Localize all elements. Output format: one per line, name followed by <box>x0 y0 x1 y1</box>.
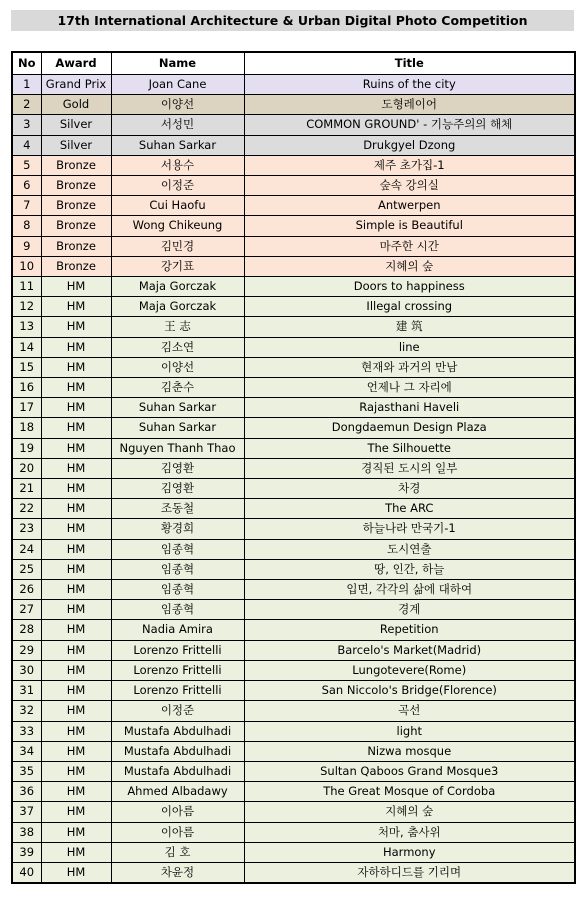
cell-name: 이아름 <box>111 822 244 842</box>
cell-award: Silver <box>41 135 111 155</box>
cell-title: San Niccolo's Bridge(Florence) <box>244 681 575 701</box>
table-row <box>12 701 575 721</box>
table-row <box>12 539 575 559</box>
cell-award: HM <box>41 620 111 640</box>
table-row <box>12 438 575 458</box>
header-title: Title <box>244 52 575 75</box>
cell-no: 8 <box>12 216 41 236</box>
table-row <box>12 115 575 135</box>
header-award: Award <box>41 52 111 75</box>
cell-award: HM <box>41 277 111 297</box>
cell-award: Bronze <box>41 176 111 196</box>
cell-title: Antwerpen <box>244 196 575 216</box>
table-row <box>12 216 575 236</box>
awards-table <box>11 51 576 884</box>
cell-award: HM <box>41 681 111 701</box>
cell-no: 35 <box>12 761 41 781</box>
table-row <box>12 761 575 781</box>
cell-no: 5 <box>12 155 41 175</box>
cell-no: 23 <box>12 519 41 539</box>
cell-name: 김영환 <box>111 458 244 478</box>
cell-award: HM <box>41 297 111 317</box>
cell-title: light <box>244 721 575 741</box>
cell-title: 도형레이어 <box>244 95 575 115</box>
cell-award: HM <box>41 862 111 883</box>
cell-name: Maja Gorczak <box>111 297 244 317</box>
table-body <box>12 75 575 884</box>
cell-title: 하늘나라 만국기-1 <box>244 519 575 539</box>
cell-no: 18 <box>12 418 41 438</box>
cell-name: 김영환 <box>111 479 244 499</box>
cell-title: 처마, 춤사위 <box>244 822 575 842</box>
cell-no: 32 <box>12 701 41 721</box>
cell-award: HM <box>41 479 111 499</box>
cell-name: 조동철 <box>111 499 244 519</box>
cell-no: 33 <box>12 721 41 741</box>
cell-title: 숲속 강의실 <box>244 176 575 196</box>
table-row <box>12 559 575 579</box>
cell-title: COMMON GROUND' - 기능주의의 해체 <box>244 115 575 135</box>
cell-no: 17 <box>12 398 41 418</box>
cell-title: Repetition <box>244 620 575 640</box>
cell-award: HM <box>41 458 111 478</box>
cell-award: HM <box>41 701 111 721</box>
cell-no: 4 <box>12 135 41 155</box>
table-row <box>12 842 575 862</box>
table-row <box>12 378 575 398</box>
cell-award: HM <box>41 721 111 741</box>
cell-name: Cui Haofu <box>111 196 244 216</box>
table-row <box>12 418 575 438</box>
cell-title: The Great Mosque of Cordoba <box>244 782 575 802</box>
table-row <box>12 721 575 741</box>
table-row <box>12 640 575 660</box>
cell-award: Silver <box>41 115 111 135</box>
cell-name: 이정준 <box>111 176 244 196</box>
header-no: No <box>12 52 41 75</box>
cell-no: 19 <box>12 438 41 458</box>
cell-title: Lungotevere(Rome) <box>244 660 575 680</box>
table-row <box>12 357 575 377</box>
cell-award: HM <box>41 802 111 822</box>
cell-award: HM <box>41 378 111 398</box>
table-row <box>12 620 575 640</box>
cell-no: 37 <box>12 802 41 822</box>
cell-title: 자하하디드를 기리며 <box>244 862 575 883</box>
cell-name: 강기표 <box>111 256 244 276</box>
cell-name: Ahmed Albadawy <box>111 782 244 802</box>
cell-name: Mustafa Abdulhadi <box>111 761 244 781</box>
cell-name: 황경희 <box>111 519 244 539</box>
table-row <box>12 196 575 216</box>
table-row <box>12 398 575 418</box>
cell-title: 제주 초가집-1 <box>244 155 575 175</box>
cell-title: 경계 <box>244 600 575 620</box>
cell-no: 20 <box>12 458 41 478</box>
table-header-row <box>12 52 575 75</box>
cell-no: 14 <box>12 337 41 357</box>
cell-name: 이양선 <box>111 357 244 377</box>
cell-title: Nizwa mosque <box>244 741 575 761</box>
table-row <box>12 681 575 701</box>
cell-no: 15 <box>12 357 41 377</box>
table-row <box>12 176 575 196</box>
table-row <box>12 277 575 297</box>
cell-no: 30 <box>12 660 41 680</box>
cell-no: 26 <box>12 580 41 600</box>
cell-award: Bronze <box>41 155 111 175</box>
cell-no: 25 <box>12 559 41 579</box>
cell-name: 김 호 <box>111 842 244 862</box>
cell-name: 임종혁 <box>111 539 244 559</box>
cell-title: Drukgyel Dzong <box>244 135 575 155</box>
table-row <box>12 95 575 115</box>
table-row <box>12 317 575 337</box>
cell-no: 12 <box>12 297 41 317</box>
cell-name: Lorenzo Frittelli <box>111 640 244 660</box>
cell-name: 김소연 <box>111 337 244 357</box>
cell-no: 39 <box>12 842 41 862</box>
cell-award: Bronze <box>41 216 111 236</box>
cell-award: HM <box>41 559 111 579</box>
cell-title: The ARC <box>244 499 575 519</box>
cell-no: 10 <box>12 256 41 276</box>
cell-name: 임종혁 <box>111 580 244 600</box>
cell-award: HM <box>41 580 111 600</box>
cell-award: Gold <box>41 95 111 115</box>
cell-no: 22 <box>12 499 41 519</box>
cell-no: 13 <box>12 317 41 337</box>
cell-no: 1 <box>12 75 41 95</box>
cell-title: 지혜의 숲 <box>244 256 575 276</box>
cell-title: Doors to happiness <box>244 277 575 297</box>
cell-name: 김민경 <box>111 236 244 256</box>
cell-title: Illegal crossing <box>244 297 575 317</box>
cell-title: 현재와 과거의 만남 <box>244 357 575 377</box>
cell-no: 36 <box>12 782 41 802</box>
cell-title: Sultan Qaboos Grand Mosque3 <box>244 761 575 781</box>
table-row <box>12 479 575 499</box>
cell-no: 40 <box>12 862 41 883</box>
table-row <box>12 135 575 155</box>
cell-no: 7 <box>12 196 41 216</box>
cell-name: Nadia Amira <box>111 620 244 640</box>
table-row <box>12 660 575 680</box>
cell-name: Lorenzo Frittelli <box>111 660 244 680</box>
cell-name: Suhan Sarkar <box>111 398 244 418</box>
cell-title: 建 筑 <box>244 317 575 337</box>
cell-no: 9 <box>12 236 41 256</box>
table-row <box>12 75 575 95</box>
cell-name: Suhan Sarkar <box>111 135 244 155</box>
cell-award: HM <box>41 640 111 660</box>
cell-no: 31 <box>12 681 41 701</box>
cell-name: Nguyen Thanh Thao <box>111 438 244 458</box>
cell-award: HM <box>41 761 111 781</box>
cell-no: 21 <box>12 479 41 499</box>
cell-no: 2 <box>12 95 41 115</box>
cell-title: Barcelo's Market(Madrid) <box>244 640 575 660</box>
cell-title: 도시연출 <box>244 539 575 559</box>
cell-title: 경직된 도시의 일부 <box>244 458 575 478</box>
cell-title: The Silhouette <box>244 438 575 458</box>
cell-no: 27 <box>12 600 41 620</box>
cell-no: 6 <box>12 176 41 196</box>
cell-name: Maja Gorczak <box>111 277 244 297</box>
cell-title: Rajasthani Haveli <box>244 398 575 418</box>
table-row <box>12 236 575 256</box>
table-row <box>12 741 575 761</box>
cell-name: Mustafa Abdulhadi <box>111 721 244 741</box>
cell-title: Harmony <box>244 842 575 862</box>
table-row <box>12 822 575 842</box>
cell-award: HM <box>41 842 111 862</box>
table-row <box>12 337 575 357</box>
table-row <box>12 782 575 802</box>
cell-name: Joan Cane <box>111 75 244 95</box>
cell-title: Dongdaemun Design Plaza <box>244 418 575 438</box>
cell-no: 34 <box>12 741 41 761</box>
table-row <box>12 600 575 620</box>
cell-title: 지혜의 숲 <box>244 802 575 822</box>
cell-title: line <box>244 337 575 357</box>
cell-name: 서성민 <box>111 115 244 135</box>
cell-no: 24 <box>12 539 41 559</box>
cell-award: Bronze <box>41 196 111 216</box>
cell-name: 王 志 <box>111 317 244 337</box>
cell-title: Ruins of the city <box>244 75 575 95</box>
table-row <box>12 155 575 175</box>
cell-title: 땅, 인간, 하늘 <box>244 559 575 579</box>
cell-award: HM <box>41 357 111 377</box>
cell-name: 이양선 <box>111 95 244 115</box>
cell-name: 김춘수 <box>111 378 244 398</box>
cell-award: Grand Prix <box>41 75 111 95</box>
cell-award: HM <box>41 600 111 620</box>
cell-award: HM <box>41 539 111 559</box>
cell-name: 차윤정 <box>111 862 244 883</box>
cell-name: Suhan Sarkar <box>111 418 244 438</box>
cell-title: Simple is Beautiful <box>244 216 575 236</box>
cell-award: HM <box>41 782 111 802</box>
table-row <box>12 862 575 883</box>
cell-title: 입면, 각각의 삶에 대하여 <box>244 580 575 600</box>
table-row <box>12 580 575 600</box>
cell-title: 마주한 시간 <box>244 236 575 256</box>
cell-name: 임종혁 <box>111 600 244 620</box>
cell-award: HM <box>41 499 111 519</box>
cell-award: HM <box>41 418 111 438</box>
cell-title: 언제나 그 자리에 <box>244 378 575 398</box>
table-row <box>12 458 575 478</box>
cell-award: HM <box>41 822 111 842</box>
table-row <box>12 256 575 276</box>
cell-no: 16 <box>12 378 41 398</box>
cell-title: 곡선 <box>244 701 575 721</box>
header-name: Name <box>111 52 244 75</box>
cell-no: 29 <box>12 640 41 660</box>
cell-no: 38 <box>12 822 41 842</box>
cell-title: 차경 <box>244 479 575 499</box>
table-row <box>12 802 575 822</box>
cell-no: 11 <box>12 277 41 297</box>
cell-name: 서용수 <box>111 155 244 175</box>
cell-no: 3 <box>12 115 41 135</box>
cell-name: 이정준 <box>111 701 244 721</box>
cell-award: HM <box>41 741 111 761</box>
cell-name: Mustafa Abdulhadi <box>111 741 244 761</box>
cell-award: HM <box>41 317 111 337</box>
cell-award: Bronze <box>41 256 111 276</box>
cell-name: Lorenzo Frittelli <box>111 681 244 701</box>
cell-name: Wong Chikeung <box>111 216 244 236</box>
cell-name: 이아름 <box>111 802 244 822</box>
page-title: 17th International Architecture & Urban Digital Photo Competition <box>11 10 574 31</box>
cell-award: HM <box>41 337 111 357</box>
table-row <box>12 499 575 519</box>
cell-award: HM <box>41 519 111 539</box>
table-row <box>12 297 575 317</box>
cell-award: HM <box>41 438 111 458</box>
table-row <box>12 519 575 539</box>
cell-award: Bronze <box>41 236 111 256</box>
cell-name: 임종혁 <box>111 559 244 579</box>
cell-no: 28 <box>12 620 41 640</box>
cell-award: HM <box>41 660 111 680</box>
cell-award: HM <box>41 398 111 418</box>
